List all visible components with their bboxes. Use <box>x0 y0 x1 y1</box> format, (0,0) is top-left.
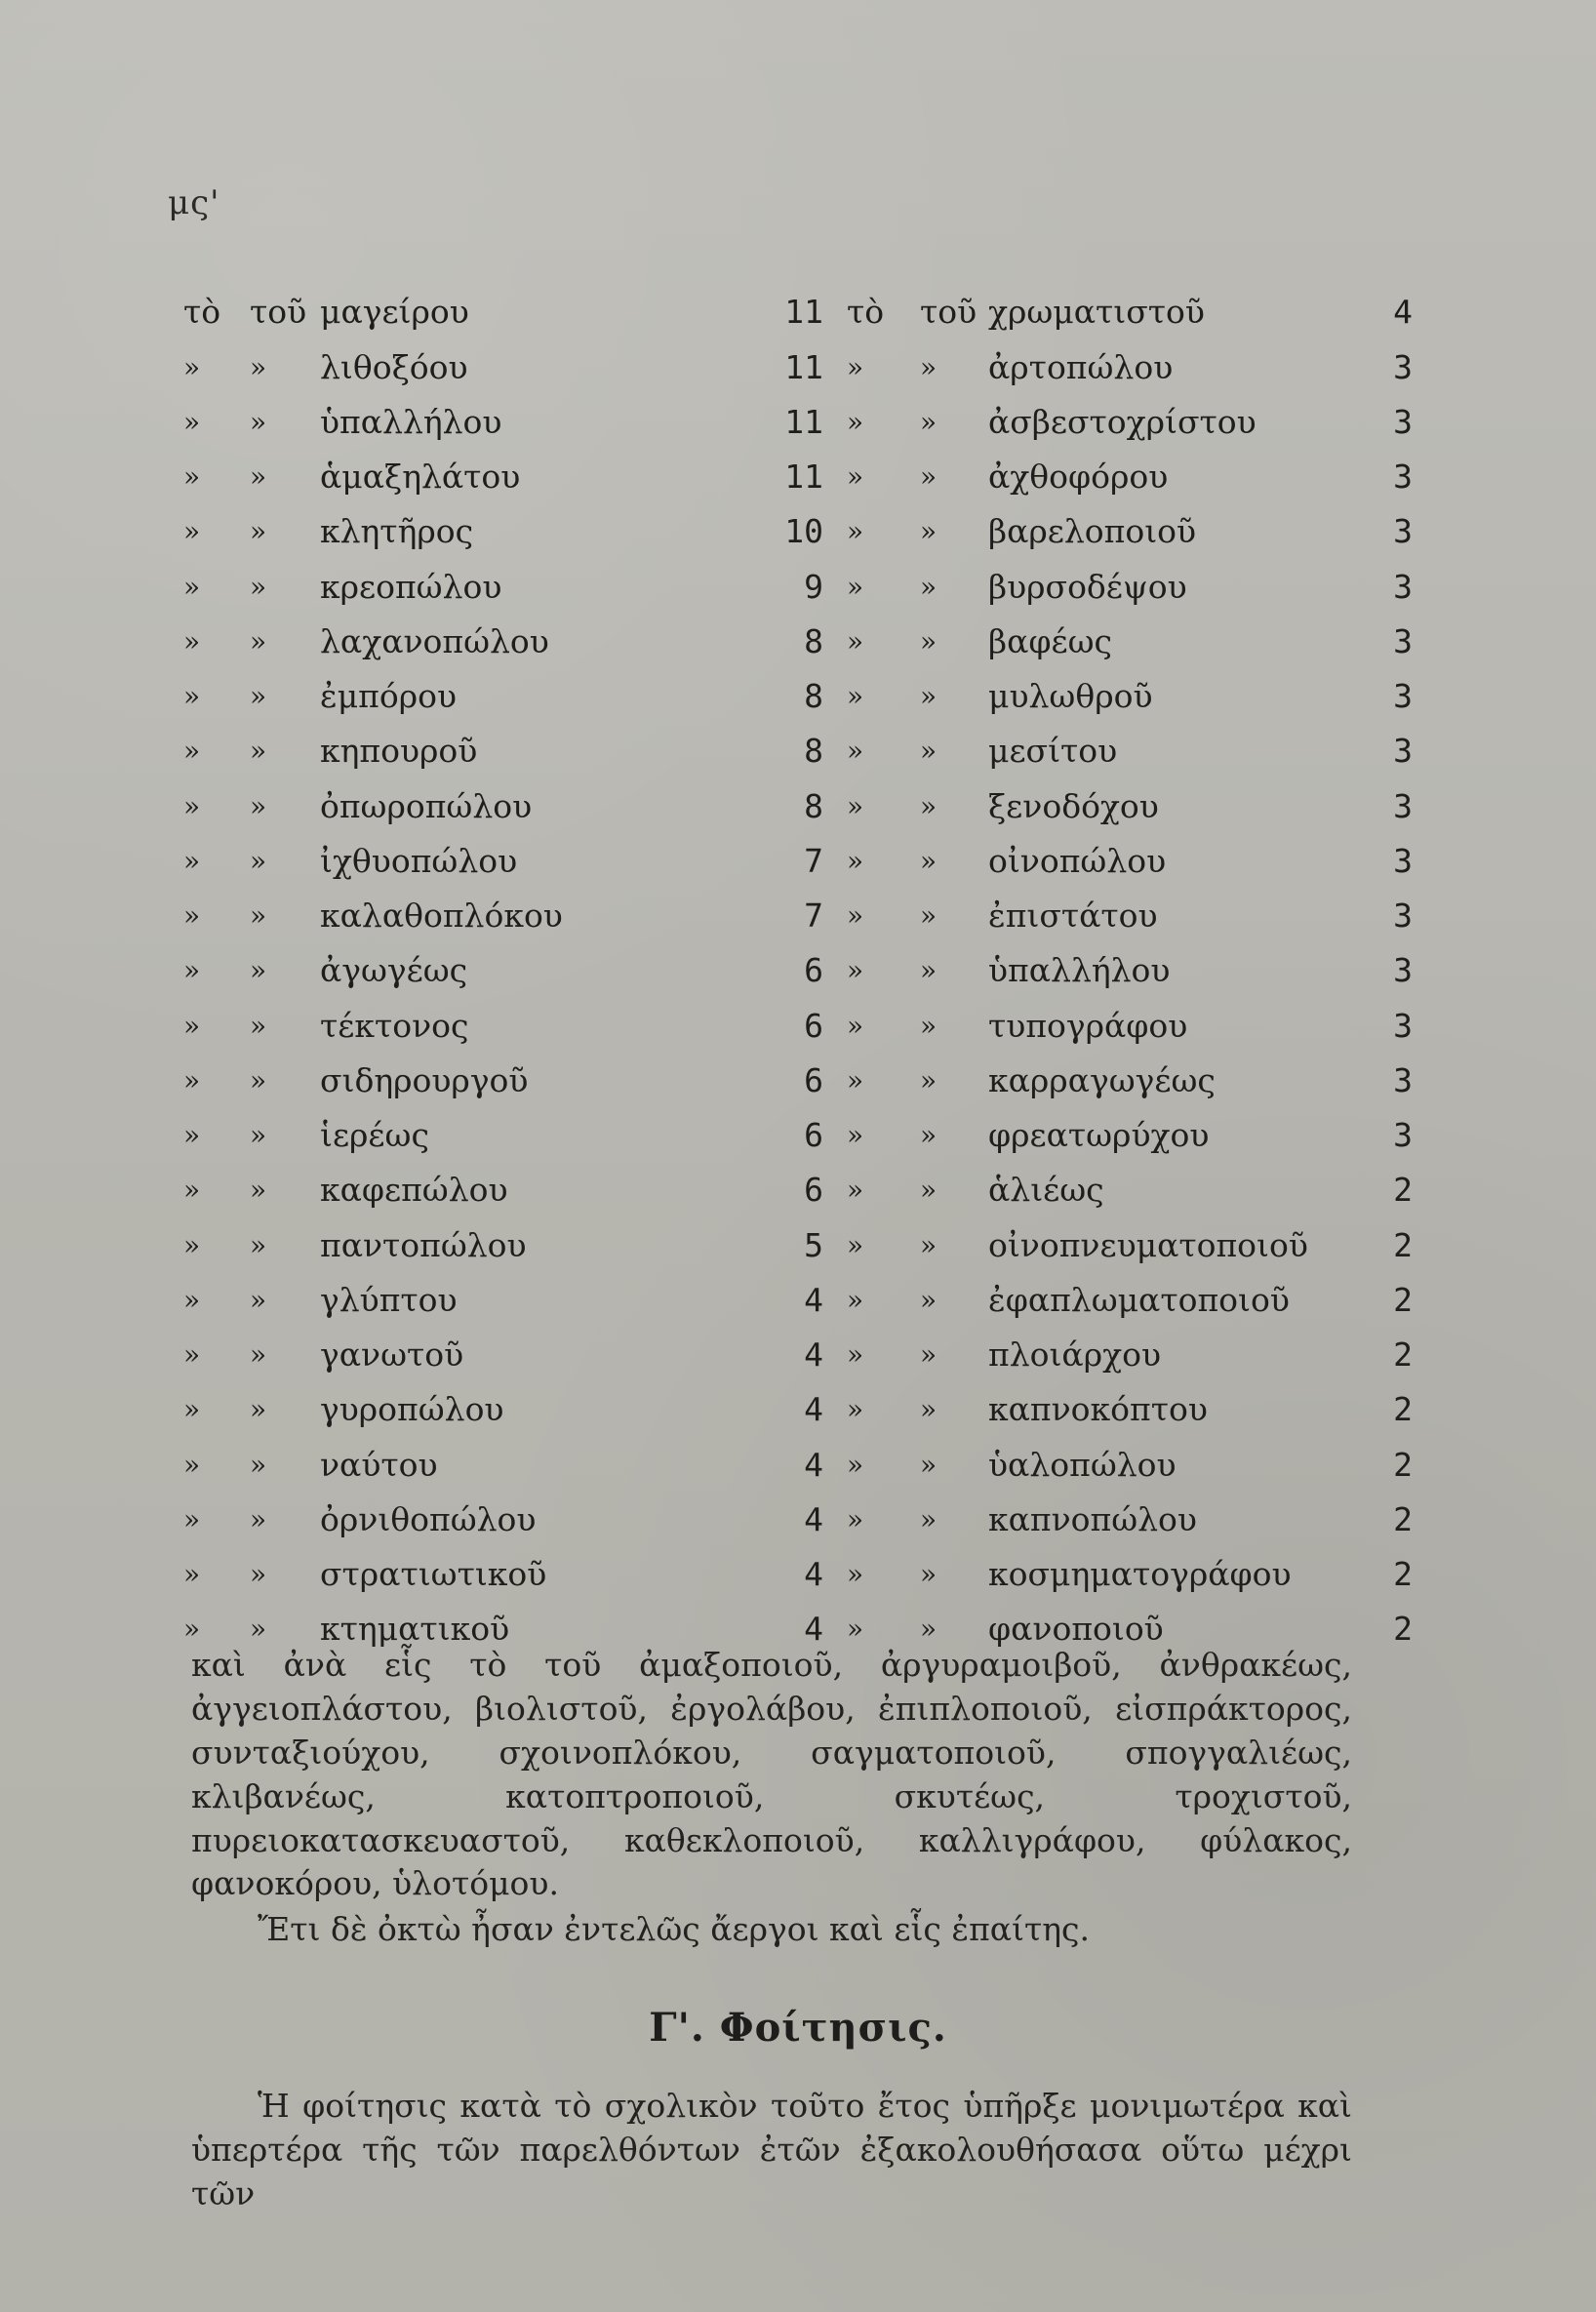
left-ditto: » <box>183 405 201 438</box>
right-ditto: » <box>847 954 864 987</box>
right-ditto: » <box>847 899 864 932</box>
right-ditto: » <box>920 954 938 987</box>
left-ditto: » <box>183 844 201 877</box>
right-occupation: πλοιάρχου <box>988 1335 1162 1374</box>
left-ditto: » <box>183 1558 201 1590</box>
left-ditto: » <box>183 1448 201 1481</box>
right-occupation: ὑπαλλήλου <box>988 951 1171 990</box>
right-ditto: » <box>920 1063 938 1096</box>
right-ditto: » <box>847 1502 864 1535</box>
left-count: 11 <box>784 402 823 441</box>
left-occupation: λιθοξόου <box>320 347 468 386</box>
left-occupation: ἁμαξηλάτου <box>320 458 521 496</box>
left-ditto: » <box>250 1228 267 1261</box>
occupation-row <box>183 1096 1413 1154</box>
left-ditto: » <box>183 460 201 493</box>
right-ditto: » <box>847 624 864 658</box>
right-occupation: ἐφαπλωματοποιοῦ <box>988 1280 1290 1319</box>
right-occupation: ἀσβεστοχρίστου <box>988 402 1257 441</box>
right-ditto: » <box>920 624 938 658</box>
occupation-row <box>183 547 1413 606</box>
right-ditto: » <box>847 844 864 877</box>
left-occupation: γλύπτου <box>320 1280 458 1319</box>
left-count: 9 <box>804 567 823 606</box>
right-occupation: ὑαλοπώλου <box>988 1445 1177 1484</box>
left-ditto: » <box>183 1009 201 1042</box>
left-ditto: » <box>183 515 201 548</box>
left-count: 4 <box>804 1390 823 1429</box>
occupation-row <box>183 932 1413 990</box>
right-occupation: καρραγωγέως <box>988 1060 1216 1099</box>
left-count: 8 <box>804 732 823 771</box>
right-count: 2 <box>1393 1335 1413 1374</box>
right-occupation: χρωματιστοῦ <box>988 293 1205 332</box>
right-count: 3 <box>1393 1116 1413 1154</box>
left-occupation: κηπουροῦ <box>320 732 478 771</box>
left-count: 8 <box>804 677 823 715</box>
left-ditto: » <box>183 350 201 383</box>
right-occupation: φρεατωρύχου <box>988 1116 1210 1154</box>
left-count: 8 <box>804 786 823 825</box>
right-count: 2 <box>1393 1610 1413 1649</box>
occupation-row <box>183 1261 1413 1319</box>
left-occupation: κλητῆρος <box>320 512 474 551</box>
left-ditto: » <box>183 954 201 987</box>
right-count: 2 <box>1393 1445 1413 1484</box>
right-ditto: » <box>847 1009 864 1042</box>
left-ditto: » <box>183 1283 201 1316</box>
right-count: 3 <box>1393 347 1413 386</box>
right-ditto: » <box>920 460 938 493</box>
left-ditto: » <box>250 1558 267 1590</box>
occupation-row <box>183 1371 1413 1429</box>
right-ditto: » <box>847 1119 864 1151</box>
right-ditto: » <box>847 1613 864 1646</box>
left-prefix: τοῦ <box>250 293 307 332</box>
right-occupation: κοσμηματογράφου <box>988 1555 1292 1593</box>
right-ditto: » <box>847 515 864 548</box>
left-ditto: » <box>183 789 201 822</box>
occupation-row <box>183 328 1413 386</box>
left-occupation: ναύτου <box>320 1445 438 1484</box>
left-occupation: γανωτοῦ <box>320 1335 464 1374</box>
left-ditto: » <box>250 1283 267 1316</box>
occupation-row <box>183 273 1413 332</box>
occupation-row <box>183 1316 1413 1374</box>
right-occupation: μεσίτου <box>988 732 1118 771</box>
right-ditto: » <box>920 844 938 877</box>
left-occupation: κτηματικοῦ <box>320 1610 510 1649</box>
left-count: 11 <box>784 347 823 386</box>
right-count: 3 <box>1393 677 1413 715</box>
left-count: 8 <box>804 621 823 660</box>
occupation-row <box>183 767 1413 825</box>
left-ditto: » <box>250 1448 267 1481</box>
left-ditto: » <box>250 515 267 548</box>
occupation-row <box>183 493 1413 551</box>
left-occupation: λαχανοπώλου <box>320 621 549 660</box>
right-occupation: καπνοπώλου <box>988 1499 1197 1538</box>
occupation-row <box>183 1481 1413 1538</box>
left-ditto: » <box>250 1063 267 1096</box>
right-ditto: » <box>920 789 938 822</box>
occupation-row <box>183 438 1413 496</box>
left-ditto: » <box>250 1009 267 1042</box>
left-ditto: » <box>183 1063 201 1096</box>
left-ditto: » <box>250 899 267 932</box>
left-occupation: κρεοπώλου <box>320 567 502 606</box>
right-occupation: βαρελοποιοῦ <box>988 512 1197 551</box>
left-occupation: ἰχθυοπώλου <box>320 841 518 880</box>
occupation-row <box>183 1425 1413 1484</box>
right-ditto: » <box>920 1119 938 1151</box>
right-count: 2 <box>1393 1555 1413 1593</box>
left-occupation: παντοπώλου <box>320 1225 527 1264</box>
left-occupation: στρατιωτικοῦ <box>320 1555 547 1593</box>
left-occupation: τέκτονος <box>320 1006 469 1045</box>
right-count: 3 <box>1393 567 1413 606</box>
right-count: 4 <box>1393 293 1413 332</box>
left-ditto: » <box>183 735 201 768</box>
right-count: 3 <box>1393 841 1413 880</box>
right-ditto: » <box>920 405 938 438</box>
right-ditto: » <box>920 1283 938 1316</box>
right-occupation: ἀρτοπώλου <box>988 347 1174 386</box>
right-count: 3 <box>1393 951 1413 990</box>
left-ditto: » <box>250 1613 267 1646</box>
left-ditto: » <box>183 570 201 603</box>
right-ditto: » <box>847 405 864 438</box>
left-ditto: » <box>250 1502 267 1535</box>
left-ditto: » <box>183 1613 201 1646</box>
left-occupation: μαγείρου <box>320 293 469 332</box>
right-occupation: ξενοδόχου <box>988 786 1159 825</box>
right-count: 3 <box>1393 897 1413 935</box>
page-number: μς' <box>168 183 220 222</box>
right-ditto: » <box>920 735 938 768</box>
left-occupation: γυροπώλου <box>320 1390 504 1429</box>
right-ditto: » <box>920 515 938 548</box>
left-count: 6 <box>804 951 823 990</box>
left-occupation: καφεπώλου <box>320 1171 508 1210</box>
right-ditto: » <box>920 1448 938 1481</box>
left-ditto: » <box>250 844 267 877</box>
left-count: 11 <box>784 458 823 496</box>
right-prefix: τοῦ <box>920 293 978 332</box>
occupation-row <box>183 383 1413 441</box>
right-ditto: » <box>847 1174 864 1207</box>
left-ditto: » <box>183 1228 201 1261</box>
left-ditto: » <box>183 624 201 658</box>
right-ditto: » <box>920 350 938 383</box>
left-count: 11 <box>784 293 823 332</box>
occupation-row <box>183 1042 1413 1099</box>
right-ditto: » <box>847 1393 864 1426</box>
left-occupation: ὀπωροπώλου <box>320 786 533 825</box>
left-count: 6 <box>804 1060 823 1099</box>
right-ditto: » <box>847 570 864 603</box>
right-occupation: καπνοκόπτου <box>988 1390 1208 1429</box>
right-count: 3 <box>1393 512 1413 551</box>
right-count: 3 <box>1393 1006 1413 1045</box>
left-occupation: ἀγωγέως <box>320 951 468 990</box>
left-ditto: » <box>250 1338 267 1371</box>
occupation-row <box>183 1590 1413 1649</box>
left-occupation: ὀρνιθοπώλου <box>320 1499 537 1538</box>
right-count: 3 <box>1393 732 1413 771</box>
left-ditto: » <box>250 680 267 712</box>
left-count: 4 <box>804 1499 823 1538</box>
unemployed-note: Ἔτι δὲ ὀκτὼ ἦσαν ἐντελῶς ἄεργοι καὶ εἷς ἐπαίτης. <box>258 1910 1090 1948</box>
left-ditto: » <box>183 1174 201 1207</box>
right-ditto: » <box>847 350 864 383</box>
left-count: 5 <box>804 1225 823 1264</box>
right-occupation: ἀχθοφόρου <box>988 458 1169 496</box>
left-ditto: » <box>250 954 267 987</box>
occupation-row <box>183 1206 1413 1264</box>
occupation-row <box>183 603 1413 660</box>
left-ditto: » <box>250 350 267 383</box>
left-ditto: » <box>250 405 267 438</box>
right-count: 3 <box>1393 1060 1413 1099</box>
right-ditto: » <box>847 1558 864 1590</box>
left-ditto: » <box>183 1393 201 1426</box>
left-count: 4 <box>804 1280 823 1319</box>
section-heading: Γ'. Φοίτησις. <box>649 2005 947 2051</box>
right-ditto: » <box>920 1174 938 1207</box>
right-count: 3 <box>1393 786 1413 825</box>
right-ditto: » <box>847 1228 864 1261</box>
left-ditto: » <box>250 570 267 603</box>
occupations-table <box>183 273 1413 1649</box>
left-occupation: ἱερέως <box>320 1116 429 1154</box>
right-occupation: οἰνοπώλου <box>988 841 1167 880</box>
left-occupation: ὑπαλλήλου <box>320 402 502 441</box>
occupation-row <box>183 822 1413 880</box>
left-count: 10 <box>784 512 823 551</box>
left-count: 6 <box>804 1171 823 1210</box>
left-ditto: » <box>250 460 267 493</box>
left-ditto: » <box>183 1119 201 1151</box>
right-occupation: μυλωθροῦ <box>988 677 1153 715</box>
right-count: 2 <box>1393 1280 1413 1319</box>
right-ditto: » <box>847 789 864 822</box>
right-ditto: » <box>920 1558 938 1590</box>
left-ditto: » <box>183 680 201 712</box>
left-article: τὸ <box>183 293 221 332</box>
right-occupation: οἰνοπνευματοποιοῦ <box>988 1225 1308 1264</box>
occupation-row <box>183 986 1413 1045</box>
left-ditto: » <box>183 1502 201 1535</box>
occupation-row <box>183 712 1413 771</box>
attendance-paragraph: Ἡ φοίτησις κατὰ τὸ σχολικὸν τοῦτο ἔτος ὑπῆρξε μονιμωτέρα καὶ ὑπερτέρα τῆς τῶν παρελθόντων ἐτῶν ἐξακολουθήσασα οὕτω μέχρι τῶν <box>191 2087 1352 2212</box>
right-ditto: » <box>920 680 938 712</box>
right-ditto: » <box>847 1448 864 1481</box>
occupations-summary-paragraph: καὶ ἀνὰ εἷς τὸ τοῦ ἀμαξοποιοῦ, ἀργυραμοιβοῦ, ἀνθρακέως, ἀγγειοπλάστου, βιολιστοῦ, ἐργολάβου, ἐπιπλοποιοῦ, εἰσπράκτορος, συνταξιούχου, σχοινοπλόκου, σαγματοποιοῦ, σπογγαλιέως, κλιβανέως, κατοπτροποιοῦ, σκυτέως, τροχιστοῦ, πυρειοκατασκευαστοῦ, καθεκλοποιοῦ, καλλιγράφου, φύλακος, φανοκόρου, ὑλοτόμου. <box>191 1646 1352 1903</box>
right-ditto: » <box>920 899 938 932</box>
right-ditto: » <box>920 1009 938 1042</box>
left-count: 7 <box>804 897 823 935</box>
right-ditto: » <box>847 735 864 768</box>
right-occupation: βαφέως <box>988 621 1112 660</box>
right-ditto: » <box>920 1502 938 1535</box>
left-ditto: » <box>250 1119 267 1151</box>
right-ditto: » <box>920 1393 938 1426</box>
left-ditto: » <box>250 1393 267 1426</box>
left-occupation: σιδηρουργοῦ <box>320 1060 529 1099</box>
right-occupation: ἐπιστάτου <box>988 897 1158 935</box>
right-count: 2 <box>1393 1499 1413 1538</box>
occupation-row <box>183 877 1413 935</box>
right-count: 2 <box>1393 1225 1413 1264</box>
left-occupation: ἐμπόρου <box>320 677 458 715</box>
left-ditto: » <box>250 1174 267 1207</box>
right-count: 2 <box>1393 1171 1413 1210</box>
right-ditto: » <box>847 460 864 493</box>
right-occupation: φανοποιοῦ <box>988 1610 1164 1649</box>
left-ditto: » <box>183 1338 201 1371</box>
right-ditto: » <box>920 1338 938 1371</box>
right-count: 3 <box>1393 458 1413 496</box>
left-ditto: » <box>183 899 201 932</box>
occupation-row <box>183 1535 1413 1593</box>
occupation-row <box>183 1151 1413 1210</box>
left-count: 4 <box>804 1335 823 1374</box>
left-count: 4 <box>804 1445 823 1484</box>
right-count: 3 <box>1393 402 1413 441</box>
right-ditto: » <box>847 1283 864 1316</box>
right-ditto: » <box>920 570 938 603</box>
left-ditto: » <box>250 789 267 822</box>
right-occupation: τυπογράφου <box>988 1006 1188 1045</box>
right-ditto: » <box>920 1613 938 1646</box>
right-ditto: » <box>847 1063 864 1096</box>
left-count: 6 <box>804 1006 823 1045</box>
left-ditto: » <box>250 735 267 768</box>
right-article: τὸ <box>847 293 885 332</box>
right-occupation: ἁλιέως <box>988 1171 1104 1210</box>
left-count: 7 <box>804 841 823 880</box>
left-count: 4 <box>804 1555 823 1593</box>
right-count: 2 <box>1393 1390 1413 1429</box>
occupation-row <box>183 658 1413 715</box>
right-occupation: βυρσοδέψου <box>988 567 1187 606</box>
left-count: 6 <box>804 1116 823 1154</box>
right-count: 3 <box>1393 621 1413 660</box>
right-ditto: » <box>920 1228 938 1261</box>
left-occupation: καλαθοπλόκου <box>320 897 563 935</box>
right-ditto: » <box>847 1338 864 1371</box>
left-count: 4 <box>804 1610 823 1649</box>
right-ditto: » <box>847 680 864 712</box>
left-ditto: » <box>250 624 267 658</box>
